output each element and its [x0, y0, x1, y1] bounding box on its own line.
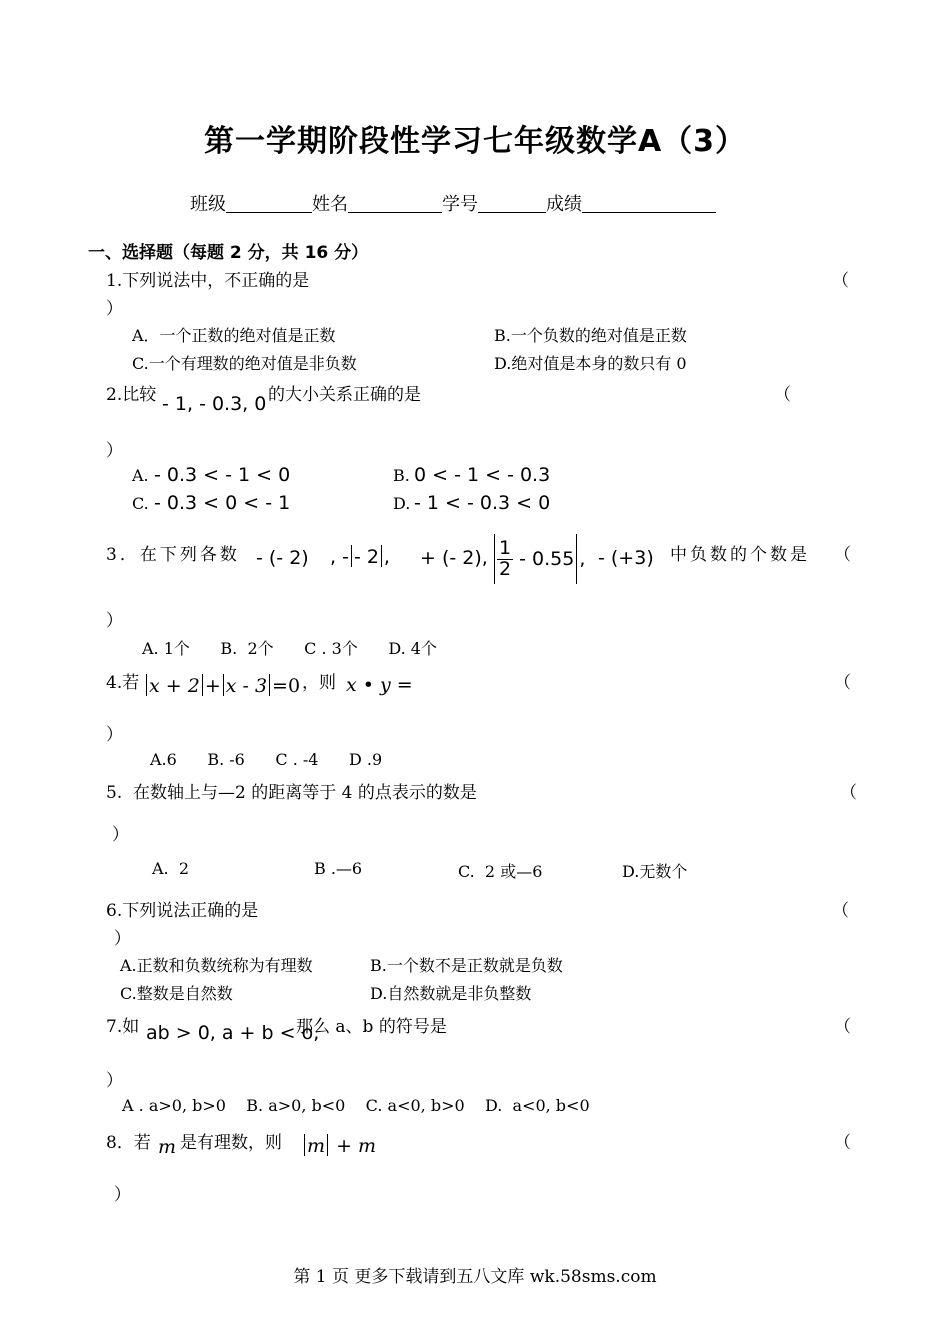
q2-option-b: 0 < - 1 < - 0.3	[414, 464, 551, 486]
q3-number-4-rest: - 0.55	[519, 548, 575, 570]
abs-bar	[327, 1134, 328, 1156]
q1-option-a: A．一个正数的绝对值是正数	[132, 326, 336, 345]
q6-option-c: C.整数是自然数	[120, 984, 233, 1003]
q2-paren-close: ）	[106, 441, 123, 461]
q2-option-b-label: B.	[393, 466, 410, 485]
q7-expression: ab > 0, a + b < o,	[146, 1022, 320, 1044]
q3-number-2-inner: - 2	[353, 546, 379, 568]
q3-number-2-comma: ,	[383, 546, 390, 568]
q2-paren-open: （	[774, 385, 791, 405]
abs-bar	[146, 674, 147, 696]
q4-stem-pre: 4.若	[106, 673, 140, 693]
q5-paren-open: （	[840, 783, 857, 803]
abs-bar	[576, 534, 577, 584]
q2-expression: - 1, - 0.3, 0	[162, 393, 267, 415]
q4-abs-1: x + 2	[149, 675, 200, 697]
q4-expression: x • y =	[346, 674, 413, 696]
q4-abs-2: x - 3	[225, 675, 268, 697]
q6-paren-open: （	[832, 901, 849, 921]
q1-paren-open: （	[832, 271, 849, 291]
q8-stem-pre: 8．若	[106, 1133, 151, 1153]
q5-option-a: A. 2	[152, 859, 189, 878]
q1-option-c: C.一个有理数的绝对值是非负数	[132, 354, 357, 373]
q3-options: A. 1个 B. 2个 C . 3个 D. 4个	[142, 639, 437, 658]
class-label: 班级	[190, 194, 226, 215]
q2-option-c-label: C.	[132, 494, 149, 513]
q8-stem-mid: 是有理数，则	[180, 1133, 282, 1153]
q3-number-1: - (- 2)	[256, 547, 309, 569]
q1-paren-close: ）	[106, 299, 123, 319]
q4-equation	[144, 674, 300, 697]
q2-option-c: - 0.3 < 0 < - 1	[154, 492, 291, 514]
fraction-one-half	[497, 536, 513, 580]
q6-paren-close: ）	[114, 929, 131, 949]
q2-option-d-label: D.	[393, 494, 411, 513]
q2-stem-post: 的大小关系正确的是	[268, 385, 421, 405]
q3-number-3: + (- 2),	[420, 547, 488, 569]
class-blank[interactable]	[226, 194, 312, 213]
q3-paren-close: ）	[106, 611, 123, 631]
q2-option-a-label: A.	[132, 466, 149, 485]
q8-paren-open: （	[834, 1133, 851, 1153]
page-title: 第一学期阶段性学习七年级数学A（3）	[203, 124, 747, 159]
q7-paren-close: ）	[106, 1071, 123, 1091]
number-blank[interactable]	[478, 194, 546, 213]
q4-paren-open: （	[834, 673, 851, 693]
q7-stem-post: 那么 a、b 的符号是	[296, 1017, 447, 1037]
q1-option-b: B.一个负数的绝对值是正数	[494, 326, 687, 345]
q4-paren-close: ）	[106, 725, 123, 745]
q5-option-c: C. 2 或—6	[458, 862, 543, 881]
q6-option-a: A.正数和负数统称为有理数	[120, 956, 313, 975]
score-label: 成绩	[546, 194, 582, 215]
q2-stem-pre: 2.比较	[106, 385, 157, 405]
q6-stem: 6.下列说法正确的是	[106, 901, 259, 921]
abs-bar	[223, 674, 224, 696]
q4-plus: +	[204, 675, 221, 697]
q3-number-2-sign: , -	[330, 546, 349, 568]
q4-equals: =0	[272, 675, 301, 697]
q6-option-d: D.自然数就是非负整数	[370, 984, 532, 1003]
q8-tail: + m	[336, 1135, 377, 1157]
abs-bar	[381, 545, 382, 567]
abs-bar	[494, 534, 495, 584]
page-footer: 第 1 页 更多下载请到五八文库 wk.58sms.com	[293, 1267, 657, 1287]
section-heading: 一、选择题（每题 2 分，共 16 分）	[88, 243, 369, 263]
q8-variable: m	[158, 1136, 177, 1158]
q2-option-a: - 0.3 < - 1 < 0	[154, 464, 291, 486]
number-label: 学号	[442, 194, 478, 215]
q3-number-5: - (+3)	[598, 547, 654, 569]
q1-stem: 1.下列说法中，不正确的是	[106, 271, 310, 291]
q3-number-4-comma: ,	[579, 548, 586, 570]
q1-option-d: D.绝对值是本身的数只有 0	[494, 354, 687, 373]
q3-stem-post: 中负数的个数是	[670, 545, 810, 565]
q5-option-d: D.无数个	[622, 862, 688, 881]
q8-expression	[302, 1134, 376, 1157]
q2-option-d: - 1 < - 0.3 < 0	[414, 492, 551, 514]
name-blank[interactable]	[348, 194, 442, 213]
q5-stem: 5. 在数轴上与—2 的距离等于 4 的点表示的数是	[106, 783, 477, 803]
q3-number-2	[330, 545, 390, 568]
abs-bar	[351, 545, 352, 567]
q7-paren-open: （	[834, 1017, 851, 1037]
q3-stem-pre: 3．在下列各数	[106, 545, 240, 565]
score-blank[interactable]	[582, 194, 716, 213]
fraction-denominator: 2	[499, 557, 512, 580]
name-label: 姓名	[312, 194, 348, 215]
q6-option-b: B.一个数不是正数就是负数	[370, 956, 563, 975]
q8-paren-close: ）	[114, 1185, 131, 1205]
abs-bar	[269, 674, 270, 696]
q5-paren-close: ）	[112, 825, 129, 845]
q5-option-b: B .—6	[314, 859, 363, 878]
abs-bar	[304, 1134, 305, 1156]
q4-options: A.6 B. -6 C . -4 D .9	[150, 750, 383, 769]
fraction-numerator: 1	[499, 536, 512, 559]
q4-then: ，则	[302, 673, 336, 693]
q7-options: A . a>0, b>0 B. a>0, b<0 C. a<0, b>0 D. a<0, b<0	[122, 1096, 590, 1115]
q3-number-4	[492, 534, 585, 584]
abs-bar	[202, 674, 203, 696]
q7-stem-pre: 7.如	[106, 1017, 140, 1037]
q8-abs: m	[307, 1135, 326, 1157]
q3-paren-open: （	[834, 545, 851, 565]
student-info-line	[190, 190, 716, 216]
